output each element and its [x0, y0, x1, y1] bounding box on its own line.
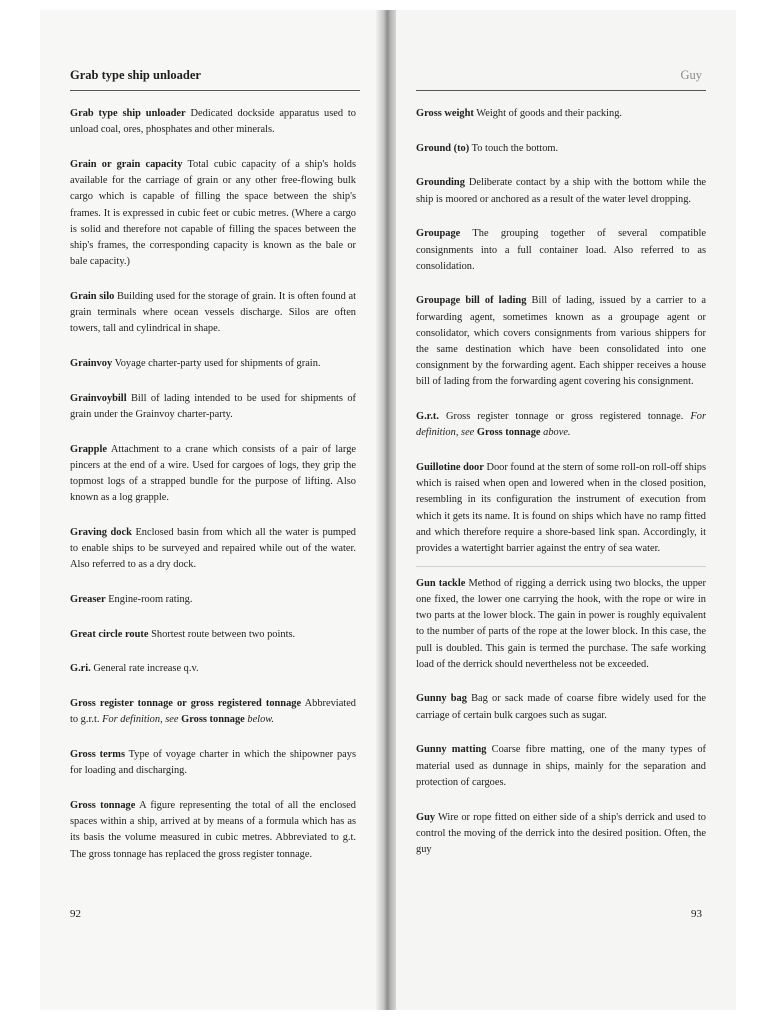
term: Groupage: [416, 228, 461, 240]
entry-gri: [70, 661, 356, 677]
entry-guillotine-door: [416, 460, 706, 557]
left-page: [40, 10, 380, 1010]
entry-list-right: [416, 106, 706, 877]
term: Great circle route: [70, 628, 149, 640]
entry-gross-terms: [70, 747, 356, 779]
header-rule-left: [70, 90, 360, 91]
term: Greaser: [70, 593, 106, 605]
definition: Total cubic capacity of a ship's holds available for the carriage of grain or any other free-flowing bulk cargo which is capable of filling the space between the ship's frames. It is expressed in cubic feet or cubic metres. (Where a cargo is solid and therefore not capable of filling the spaces between the ship's frames, the corresponding capacity is known as the bale or bale capacity.): [70, 158, 357, 268]
definition: Wire or rope fitted on either side of a ship's derrick and used to control the moving of the derrick into the desired position. Often, the guy: [416, 811, 706, 855]
definition: Voyage charter-party used for shipments of grain.: [114, 357, 321, 369]
definition: Gross register tonnage or gross registered tonnage.: [446, 411, 684, 423]
entry-grain-capacity: [70, 157, 356, 270]
page-number-right: 93: [691, 908, 702, 920]
definition: Enclosed basin from which all the water is pumped to enable ships to be surveyed and repaired while out of the water. Also referred to as a dry dock.: [70, 526, 357, 571]
definition: Shortest route between two points.: [151, 628, 296, 640]
definition: Attachment to a crane which consists of a pair of large pincers at the end of a wire. Used for cargoes of logs, they grip the topmost logs of a strapped bundle for the purpose of lifting. Also known as a log grapple.: [70, 443, 356, 504]
term: Gunny bag: [416, 693, 467, 705]
entry-groupage-bill-of-lading: [416, 293, 706, 390]
running-head-left: Grab type ship unloader: [70, 68, 201, 82]
cross-reference-end: below.: [247, 714, 275, 726]
definition: Dedicated dockside apparatus used to unload coal, ores, phosphates and other minerals.: [70, 108, 356, 136]
entry-gun-tackle: [416, 576, 706, 673]
term: Gross tonnage: [70, 799, 136, 811]
definition: Door found at the stern of some roll-on roll-off ships which is raised when open and lowered when in the closed position, resembling in its configuration the instrument of execution from which it gets its name. It is found on ships which have no ramp fitted and which therefore require a shore-based link span. Accordingly, it provides a watertight barrier against the entry of sea water.: [416, 462, 706, 555]
definition: Engine-room rating.: [108, 593, 193, 605]
running-head-right: Guy: [680, 68, 702, 82]
term: Groupage bill of lading: [416, 295, 527, 307]
entry-grab-type-ship-unloader: [70, 106, 356, 138]
definition: To touch the bottom.: [471, 142, 559, 154]
definition: Bill of lading, issued by a carrier to a forwarding agent, sometimes known as a groupage agent or consolidator, which covers consignments from various shippers for the same destination which have been consolidated into one consignment by the forwarding agent. Each shipper receives a house bill of lading from the forwarding agent covering his consignment.: [416, 295, 706, 388]
entry-groupage: [416, 226, 706, 275]
term: Grapple: [70, 443, 107, 455]
definition: Bill of lading intended to be used for shipments of grain under the Grainvoy charter-party.: [70, 392, 356, 420]
entry-greaser: [70, 592, 356, 608]
entry-list-left: [70, 106, 356, 881]
definition: A figure representing the total of all the enclosed spaces within a ship, arrived at by means of a formula which has as its basis the volume measured in cubic metres. Abbreviated to g.t. The gross tonnage has replaced the gross register tonnage.: [70, 799, 356, 860]
term: Gross register tonnage or gross registered tonnage: [70, 698, 302, 710]
term: Grain or grain capacity: [70, 158, 183, 170]
definition: Type of voyage charter in which the shipowner pays for loading and discharging.: [70, 748, 356, 777]
entry-grt: [416, 409, 706, 441]
cross-reference-term: Gross tonnage: [181, 714, 245, 726]
definition: General rate increase q.v.: [93, 663, 199, 675]
term: Gun tackle: [416, 577, 466, 589]
term: Grainvoybill: [70, 392, 127, 404]
entry-graving-dock: [70, 525, 356, 574]
term: Gross terms: [70, 748, 126, 760]
entry-guy: [416, 810, 706, 859]
entry-gunny-matting: [416, 742, 706, 791]
entry-gross-register-tonnage: [70, 696, 356, 728]
term: Grainvoy: [70, 357, 113, 369]
term: Grab type ship unloader: [70, 108, 186, 119]
definition: Deliberate contact by a ship with the bottom while the ship is moored or anchored as a result of the water level dropping.: [416, 177, 706, 205]
page-number-left: 92: [70, 908, 81, 920]
entry-grainvoybill: [70, 391, 356, 423]
entry-grapple: [70, 442, 356, 507]
definition: Weight of goods and their packing.: [476, 108, 623, 119]
term: Gross weight: [416, 108, 474, 119]
entry-gross-weight: [416, 106, 706, 122]
cross-reference: For definition, see: [102, 714, 179, 726]
term: Guy: [416, 811, 436, 823]
term: Gunny matting: [416, 744, 487, 756]
header-rule-right: [416, 90, 706, 91]
cross-reference: For definition, see: [416, 411, 706, 439]
definition: Abbreviated to g.r.t.: [70, 698, 356, 726]
section-divider: [416, 566, 706, 567]
definition: Bag or sack made of coarse fibre widely used for the carriage of certain bulk cargoes such as sugar.: [416, 693, 706, 721]
term: G.ri.: [70, 663, 91, 675]
entry-grainvoy: [70, 356, 356, 372]
term: Grounding: [416, 177, 465, 189]
entry-gross-tonnage: [70, 798, 356, 863]
book-spread: [40, 10, 740, 1010]
definition: Method of rigging a derrick using two blocks, the upper one fixed, the lower one carrying the hook, with the rope or wire in two parts at the lower block. The gain in power is roughly equivalent to the number of parts of the rope at the lower block. In this case, the pull is doubled. This gain is termed the purchase. The safe working load of the derrick should nevertheless not be exceeded.: [416, 577, 706, 670]
definition: The grouping together of several compatible consignments into a full container load. Also referred to as consolidation.: [416, 228, 706, 272]
definition: Coarse fibre matting, one of the many types of material used as dunnage in ships, mainly for the separation and protection of cargoes.: [416, 744, 706, 788]
right-page: [396, 10, 736, 1010]
entry-gunny-bag: [416, 691, 706, 723]
term: Guillotine door: [416, 462, 484, 474]
cross-reference-end: above.: [543, 427, 571, 439]
term: Graving dock: [70, 526, 132, 538]
definition: Building used for the storage of grain. It is often found at grain terminals where ocean vessels discharge. Silos are often towers, tall and cylindrical in shape.: [70, 290, 356, 335]
term: Grain silo: [70, 290, 115, 302]
term: G.r.t.: [416, 411, 439, 423]
term: Ground (to): [416, 142, 470, 154]
entry-ground: [416, 141, 706, 157]
entry-grounding: [416, 175, 706, 207]
cross-reference-term: Gross tonnage: [476, 427, 541, 439]
entry-grain-silo: [70, 289, 356, 338]
entry-great-circle-route: [70, 627, 356, 643]
